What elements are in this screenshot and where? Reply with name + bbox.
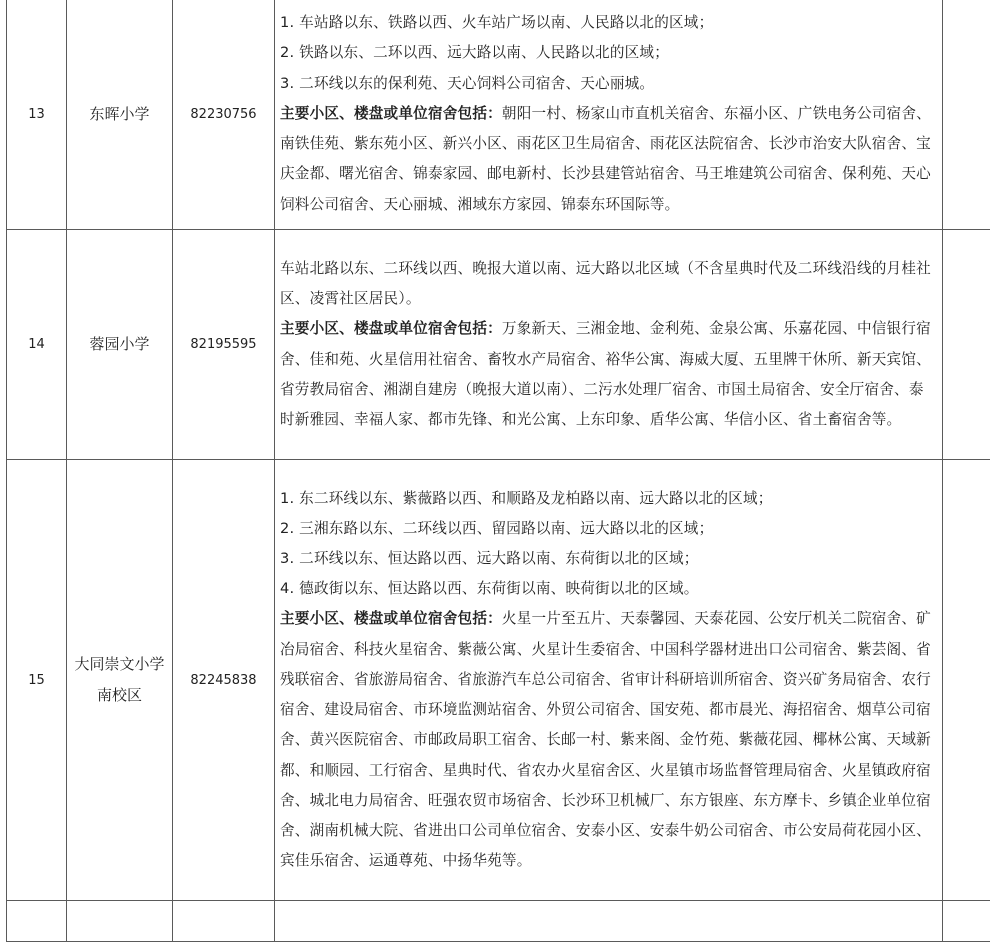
remarks-cell — [943, 0, 990, 230]
next-row-cell — [943, 901, 990, 942]
next-row-cell — [7, 901, 67, 942]
remarks-cell — [943, 460, 990, 901]
main-residences-label: 主要小区、楼盘或单位宿舍包括： — [280, 320, 502, 337]
school-name: 东晖小学 — [67, 0, 173, 230]
main-residences — [280, 99, 936, 220]
area-item: 2. 铁路以东、二环以西、远大路以南、人民路以北的区域； — [280, 38, 936, 68]
remarks-cell — [943, 230, 990, 460]
next-row-cell — [275, 901, 943, 942]
main-residences-label: 主要小区、楼盘或单位宿舍包括： — [280, 610, 502, 627]
row-number: 14 — [7, 230, 67, 460]
main-residences — [280, 314, 936, 435]
table-row — [7, 901, 990, 942]
next-row-cell — [67, 901, 173, 942]
table-row — [7, 0, 990, 230]
row-number: 15 — [7, 460, 67, 901]
school-district-table — [6, 0, 990, 942]
area-item: 4. 德政街以东、恒达路以西、东荷街以南、映荷街以北的区域。 — [280, 574, 936, 604]
main-residences-text: 万象新天、三湘金地、金利苑、金泉公寓、乐嘉花园、中信银行宿舍、佳和苑、火星信用社宿舍、畜牧水产局宿舍、裕华公寓、海威大厦、五里牌干休所、新天宾馆、省劳教局宿舍、湘湖自建房（晚报大道以南）、二污水处理厂宿舍、市国土局宿舍、安全厅宿舍、泰时新雅园、幸福人家、都市先锋、和光公寓、上东印象、盾华公寓、华信小区、省土畜宿舍等。 — [280, 320, 931, 428]
area-item: 1. 东二环线以东、紫薇路以西、和顺路及龙柏路以南、远大路以北的区域； — [280, 484, 936, 514]
area-intro: 车站北路以东、二环线以西、晚报大道以南、远大路以北区域（不含星典时代及二环线沿线的月桂社区、凌霄社区居民）。 — [280, 254, 936, 314]
area-item: 1. 车站路以东、铁路以西、火车站广场以南、人民路以北的区域； — [280, 8, 936, 38]
area-item: 3. 二环线以东的保利苑、天心饲料公司宿舍、天心丽城。 — [280, 69, 936, 99]
district-area-cell — [275, 230, 943, 460]
phone-number: 82230756 — [173, 0, 275, 230]
main-residences-text: 朝阳一村、杨家山市直机关宿舍、东福小区、广铁电务公司宿舍、南铁佳苑、紫东苑小区、新兴小区、雨花区卫生局宿舍、雨花区法院宿舍、长沙市治安大队宿舍、宝庆金都、曙光宿舍、锦泰家园、邮电新村、长沙县建管站宿舍、马王堆建筑公司宿舍、保利苑、天心饲料公司宿舍、天心丽城、湘域东方家园、锦泰东环国际等。 — [280, 105, 931, 213]
school-name: 大同崇文小学南校区 — [67, 460, 173, 901]
table-row — [7, 230, 990, 460]
main-residences-text: 火星一片至五片、天泰馨园、天泰花园、公安厅机关二院宿舍、矿冶局宿舍、科技火星宿舍、紫薇公寓、火星计生委宿舍、中国科学器材进出口公司宿舍、紫芸阁、省残联宿舍、省旅游局宿舍、省旅游汽车总公司宿舍、省审计科研培训所宿舍、资兴矿务局宿舍、农行宿舍、建设局宿舍、市环境监测站宿舍、外贸公司宿舍、国安苑、都市晨光、海招宿舍、烟草公司宿舍、黄兴医院宿舍、市邮政局职工宿舍、长邮一村、紫来阁、金竹苑、紫薇花园、椰林公寓、天域新都、和顺园、工行宿舍、星典时代、省农办火星宿舍区、火星镇市场监督管理局宿舍、火星镇政府宿舍、城北电力局宿舍、旺强农贸市场宿舍、长沙环卫机械厂、东方银座、东方摩卡、乡镇企业单位宿舍、湖南机械大院、省进出口公司单位宿舍、安泰小区、安泰牛奶公司宿舍、市公安局荷花园小区、宾佳乐宿舍、运通尊苑、中扬华苑等。 — [280, 610, 931, 869]
table-row — [7, 460, 990, 901]
next-row-cell — [173, 901, 275, 942]
area-item: 3. 二环线以东、恒达路以西、远大路以南、东荷街以北的区域； — [280, 544, 936, 574]
school-name: 蓉园小学 — [67, 230, 173, 460]
phone-number: 82195595 — [173, 230, 275, 460]
area-item: 2. 三湘东路以东、二环线以西、留园路以南、远大路以北的区域； — [280, 514, 936, 544]
district-area-cell — [275, 0, 943, 230]
main-residences-label: 主要小区、楼盘或单位宿舍包括： — [280, 105, 502, 122]
main-residences — [280, 604, 936, 876]
district-area-cell — [275, 460, 943, 901]
row-number: 13 — [7, 0, 67, 230]
phone-number: 82245838 — [173, 460, 275, 901]
